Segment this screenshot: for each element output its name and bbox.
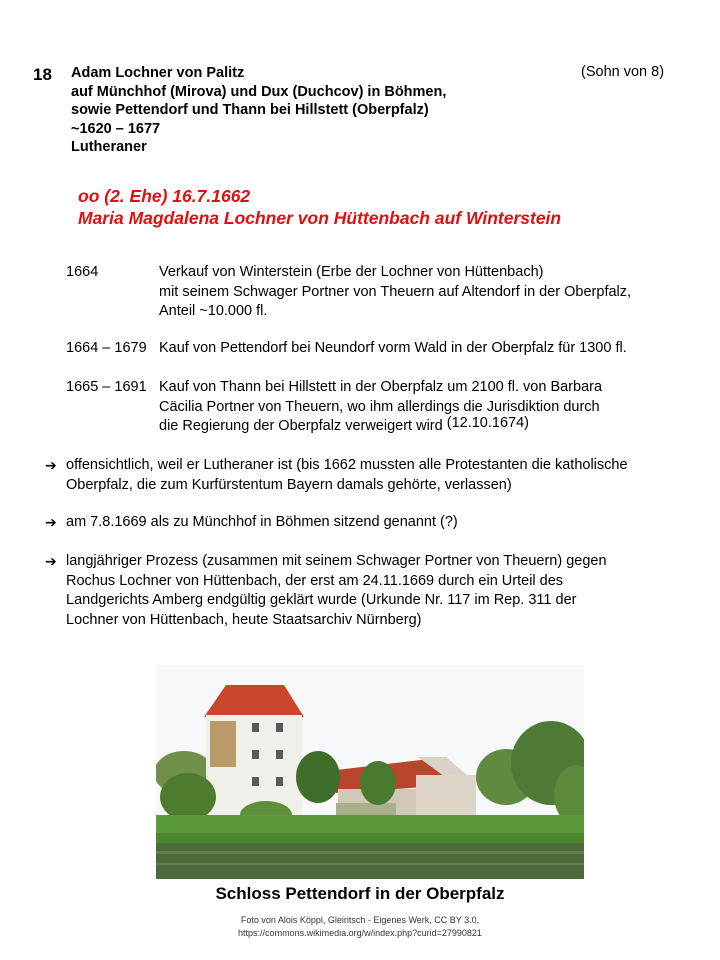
lifespan: ~1620 – 1677: [71, 120, 161, 137]
note-line: Lochner von Hüttenbach, heute Staatsarchiv Nürnberg): [66, 611, 422, 628]
marriage-date: oo (2. Ehe) 16.7.1662: [78, 186, 251, 206]
event-date: 1664: [66, 264, 99, 280]
event-line: Anteil ~10.000 fl.: [159, 303, 268, 320]
arrow-right-icon: ➔: [45, 514, 57, 530]
note-line: Landgerichts Amberg endgültig geklärt wurde (Urkunde Nr. 117 im Rep. 311 der: [66, 592, 577, 609]
person-header: [71, 64, 446, 157]
event-line: die Regierung der Oberpfalz verweigert wird: [159, 418, 443, 435]
estates-line-1: auf Münchhof (Mirova) und Dux (Duchcov) in Böhmen,: [71, 83, 447, 100]
figure-caption: Schloss Pettendorf in der Oberpfalz: [215, 884, 505, 903]
event-line: Kauf von Pettendorf bei Neundorf vorm Wald in der Oberpfalz für 1300 fl.: [159, 340, 627, 356]
event-text: [159, 378, 602, 437]
event-line-date: (12.10.1674): [446, 415, 529, 432]
estates-line-2: sowie Pettendorf und Thann bei Hillstett (Oberpfalz): [71, 102, 429, 119]
arrow-right-icon: ➔: [45, 457, 57, 473]
person-name: Adam Lochner von Palitz: [71, 65, 245, 81]
event-date: 1665 – 1691: [66, 379, 147, 395]
note-line: Rochus Lochner von Hüttenbach, der erst am 24.11.1669 durch ein Urteil des: [66, 572, 564, 589]
religion: Lutheraner: [71, 139, 147, 156]
entry-number: 18: [33, 65, 52, 84]
event-line: Verkauf von Winterstein (Erbe der Lochner von Hüttenbach): [159, 264, 544, 280]
marriage-block: [78, 185, 561, 229]
note-line: am 7.8.1669 als zu Münchhof in Böhmen sitzend genannt (?): [66, 514, 458, 530]
event-text: [159, 263, 631, 322]
photo-credit: [0, 914, 720, 939]
event-date: 1664 – 1679: [66, 340, 147, 356]
note-text: [66, 456, 628, 495]
note-text: [66, 552, 607, 630]
photo-credit-line: Foto von Alois Köppl, Gleiritsch - Eigenes Werk, CC BY 3.0,: [240, 915, 480, 925]
arrow-right-icon: ➔: [45, 553, 57, 569]
event-line: mit seinem Schwager Portner von Theuern auf Altendorf in der Oberpfalz,: [159, 283, 632, 300]
parent-note: (Sohn von 8): [581, 64, 665, 80]
note-line: Oberpfalz, die zum Kurfürstentum Bayern damals gehörte, verlassen): [66, 476, 512, 493]
castle-photo-illustration: [156, 665, 584, 879]
note-line: langjähriger Prozess (zusammen mit seinem Schwager Portner von Theuern) gegen: [66, 553, 607, 569]
note-line: offensichtlich, weil er Lutheraner ist (bis 1662 mussten alle Protestanten die katholische: [66, 457, 628, 473]
spouse-name: Maria Magdalena Lochner von Hüttenbach auf Winterstein: [78, 208, 562, 228]
event-line: Kauf von Thann bei Hillstett in der Oberpfalz um 2100 fl. von Barbara: [159, 379, 603, 395]
photo-credit-link[interactable]: https://commons.wikimedia.org/w/index.php?curid=27990821: [238, 927, 482, 938]
castle-photo: [156, 665, 584, 879]
event-line: Cäcilia Portner von Theuern, wo ihm allerdings die Jurisdiktion durch: [159, 398, 600, 415]
